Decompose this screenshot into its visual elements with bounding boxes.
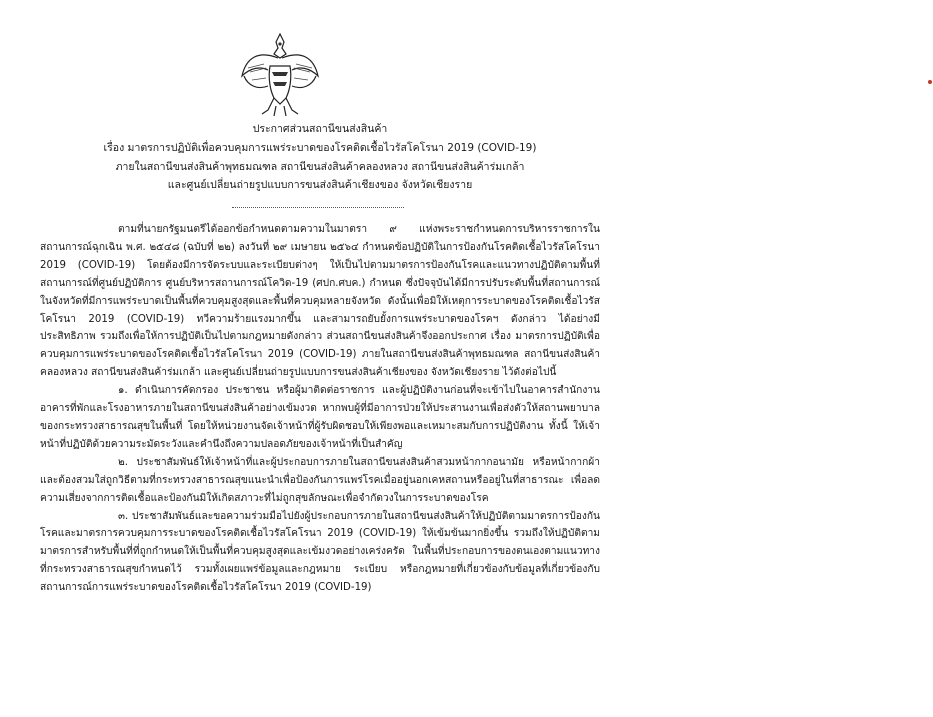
subject-line-2: ภายในสถานีขนส่งสินค้าพุทธมณฑล สถานีขนส่งสินค้าคลองหลวง สถานีขนส่งสินค้าร่มเกล้า	[115, 160, 525, 173]
garuda-emblem-icon	[238, 28, 322, 118]
separator-rule	[232, 207, 404, 208]
paragraph-intro: ตามที่นายกรัฐมนตรีได้ออกข้อกำหนดตามความในมาตรา ๙ แห่งพระราชกำหนดการบริหารราชการในสถานการณ์ฉุกเฉิน พ.ศ. ๒๕๔๘ (ฉบับที่ ๒๒) ลงวันที่ ๒๙ เมษายน ๒๕๖๔ กำหนดข้อปฏิบัติในการป้องกันโรคติดเชื้อไวรัสโคโรนา 2019 (COVID-19) โดยต้องมีการจัดระบบและระเบียบต่างๆ ให้เป็นไปตามมาตรการป้องกันโรคและแนวทางปฏิบัติตามพื้นที่สถานการณ์ที่ศูนย์ปฏิบัติการ ศูนย์บริหารสถานการณ์โควิด-19 (ศปก.ศบค.) กำหนด ซึ่งปัจจุบันได้มีการปรับระดับพื้นที่สถานการณ์ในจังหวัดที่มีการแพร่ระบาดเป็นพื้นที่ควบคุมสูงสุดและพื้นที่ควบคุมหลายจังหวัด ดังนั้นเพื่อมิให้เหตุการระบาดของโรคติดเชื้อไวรัสโคโรนา 2019 (COVID-19) ทวีความร้ายแรงมากขึ้น และสามารถยับยั้งการแพร่ระบาดของโรคฯ ดังกล่าว ได้อย่างมีประสิทธิภาพ รวมถึงเพื่อให้การปฏิบัติเป็นไปตามกฎหมายดังกล่าว ส่วนสถานีขนส่งสินค้าจึงออกประกาศ เรื่อง มาตรการปฏิบัติเพื่อควบคุมการแพร่ระบาดของโรคติดเชื้อไวรัสโคโรนา 2019 (COVID-19) ภายในสถานีขนส่งสินค้าพุทธมณฑล สถานีขนส่งสินค้าคลองหลวง สถานีขนส่งสินค้าร่มเกล้า และศูนย์เปลี่ยนถ่ายรูปแบบการขนส่งสินค้าเชียงของ จังหวัดเชียงราย ไว้ดังต่อไปนี้	[40, 224, 600, 379]
margin-mark	[928, 80, 932, 84]
subject-line-1: เรื่อง มาตรการปฏิบัติเพื่อควบคุมการแพร่ระบาดของโรคติดเชื้อไวรัสโคโรนา 2019 (COVID-19)	[103, 142, 537, 154]
subject-block	[40, 139, 600, 195]
document-body	[40, 221, 600, 597]
paragraph-item-3: ๓. ประชาสัมพันธ์และขอความร่วมมือไปยังผู้ประกอบการภายในสถานีขนส่งสินค้าให้ปฏิบัติตามมาตรการป้องกันโรคและมาตรการควบคุมการระบาดของโรคติดเชื้อไวรัสโคโรนา 2019 (COVID-19) ให้เข้มข้นมากยิ่งขึ้น รวมถึงให้ปฏิบัติตามมาตรการสำหรับพื้นที่ที่ถูกกำหนดให้เป็นพื้นที่ควบคุมสูงสุดและเข้มงวดอย่างเคร่งครัด ในพื้นที่ประกอบการของตนเองตามแนวทางที่กระทรวงสาธารณสุขกำหนดไว้ รวมทั้งเผยแพร่ข้อมูลและกฎหมาย ระเบียบ หรือกฎหมายที่เกี่ยวข้องกับข้อมูลที่เกี่ยวข้องกับสถานการณ์การแพร่ระบาดของโรคติดเชื้อไวรัสโคโรนา 2019 (COVID-19)	[40, 510, 600, 594]
heading-text: ประกาศส่วนสถานีขนส่งสินค้า	[252, 123, 388, 135]
paragraph-item-1: ๑. ดำเนินการคัดกรอง ประชาชน หรือผู้มาติดต่อราชการ และผู้ปฏิบัติงานก่อนที่จะเข้าไปในอาคารสำนักงาน อาคารที่พักและโรงอาหารภายในสถานีขนส่งสินค้าอย่างเข้มงวด หากพบผู้ที่มีอาการป่วยให้ประสานงานเพื่อส่งตัวให้สถานพยาบาลของกระทรวงสาธารณสุขในพื้นที่ โดยให้หน่วยงานจัดเจ้าหน้าที่ผู้รับผิดชอบให้เพียงพอและเหมาะสมกับการปฏิบัติงาน ทั้งนี้ ให้เจ้าหน้าที่ปฏิบัติด้วยความระมัดระวังและคำนึงถึงความปลอดภัยของเจ้าหน้าที่เป็นสำคัญ	[40, 385, 600, 450]
subject-line-3: และศูนย์เปลี่ยนถ่ายรูปแบบการขนส่งสินค้าเชียงของ จังหวัดเชียงราย	[167, 179, 473, 191]
paragraph-item-2: ๒. ประชาสัมพันธ์ให้เจ้าหน้าที่และผู้ประกอบการภายในสถานีขนส่งสินค้าสวมหน้ากากอนามัย หรือหน้ากากผ้า และต้องสวมใส่ถูกวิธีตามที่กระทรวงสาธารณสุขแนะนำเพื่อป้องกันการแพร่โรคเมื่ออยู่นอกเคหสถานหรืออยู่ในที่สาธารณะ เพื่อลดความเสี่ยงจากการติดเชื้อและป้องกันมิให้เกิดสภาวะที่ไม่ถูกสุขลักษณะเพื่อจำกัดวงในการระบาดของโรค	[40, 456, 600, 504]
announcement-heading	[40, 120, 600, 139]
